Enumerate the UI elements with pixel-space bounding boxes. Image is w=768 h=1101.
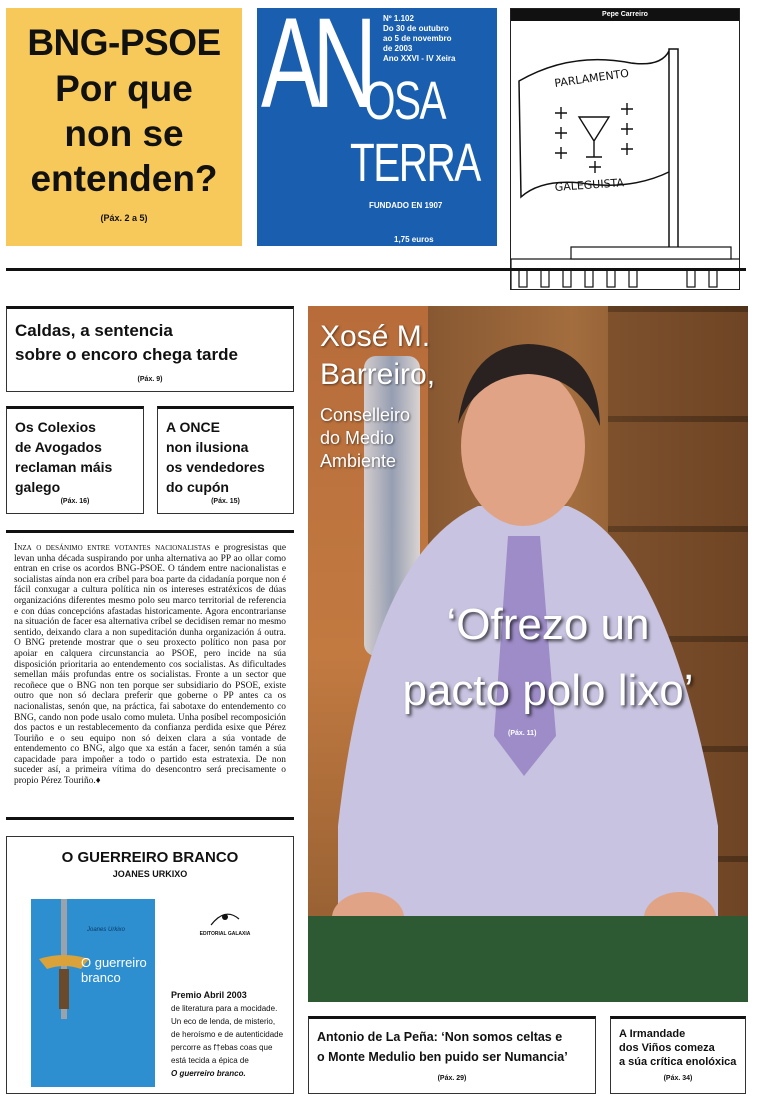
irmandade-line-2: dos Viños comeza (619, 1042, 715, 1054)
headline-line-3: non se (64, 113, 184, 154)
once-title (166, 417, 265, 497)
galaxia-logo-icon (205, 905, 245, 929)
name-line-1: Xosé M. (320, 320, 431, 353)
name-line-2: Barreiro, (320, 358, 436, 391)
flag-text-bottom: GALEGUISTA (554, 176, 625, 194)
book-author: JOANES URKIXO (112, 869, 188, 879)
caldas-teaser[interactable] (6, 306, 294, 392)
role-line-1: Conselleiro (320, 405, 411, 425)
book-title: O GUERREIRO BRANCO (61, 849, 239, 866)
antonio-line-2: o Monte Medulio ben puido ser Numancia’ (317, 1050, 568, 1064)
caldas-title (15, 319, 238, 367)
desk-surface (308, 916, 748, 1002)
once-line-3: os vendedores (166, 459, 265, 475)
issue-dates-2: ao 5 de novembro (383, 34, 452, 43)
book-ad[interactable] (6, 836, 294, 1094)
once-teaser[interactable] (157, 406, 294, 514)
headline-page-ref: (Páx. 2 a 5) (100, 213, 148, 223)
editorial-body: e progresistas que levan unha década suspirando por unha alternativa ao PP ao ollar como entran en crise os acordos BNG-PSOE. O tándem entre nacionalistas e socialistas aínda non era críbel para boa parte da cidadanía porque non é fácil conxugar a cultura política nin os intereses estratéxicos de dúas organizacións diferentes mesmo polo seu marco territorial de referencia e con dúas concepcións afastadas historicamente. Agora encontrarianse na situación de facer esa alternativa críbel se decidisen remar no mesmo sentido, deixando clara a non supeditación dunha organización á outra. O BNG pretende mostrar que o seu proxecto político non pasa por apoiar en calquera circunstancia ao PSOE, pero incide na súa disposición prioritaria ao entendemento cos socialistas. As dificultades semellan máis profundas entre os socialistas. Fronte a un sector que recoñece que o BNG non ten porque ser subsidiario do PSOE, existe outro que non só declara preferir que goberne o PP antes ca os nacionalistas, senón que, na práctica, fai sabotaxe do entendemento co BNG, cando non pode usalo como muleta. Unha posíbel recomposición dos pactos e un restablecemento da confianza perdida esixe que Pérez Touriño e o seu equipo non só deixen clara a súa vontade de entendemento co BNG, algo que xa están a facer, senón tamén a súa capacidade para impoñer a todo o partido esta estratexia. De non suceder así, a primeira vítima do desencontro será precisamente o propio Pérez Touriño.♦ (14, 543, 287, 787)
masthead-title-osa: OSA (364, 71, 446, 131)
book-desc-2: Un eco de lenda, de misterio, (171, 1017, 276, 1026)
quote-line-1: ‘Ofrezo un (446, 600, 650, 649)
book-cover (31, 899, 155, 1087)
colexios-teaser[interactable] (6, 406, 144, 514)
editorial-text (6, 533, 294, 787)
antonio-title (317, 1027, 568, 1067)
top-rule (6, 268, 746, 271)
irmandade-title (619, 1027, 736, 1069)
once-page-ref: (Páx. 15) (211, 498, 240, 505)
once-line-4: do cupón (166, 479, 229, 495)
headline-box[interactable] (6, 8, 242, 246)
cartoon-author: Pepe Carreiro (511, 9, 739, 21)
cover-title (81, 955, 147, 985)
masthead-meta (383, 14, 455, 64)
once-line-2: non ilusiona (166, 439, 249, 455)
quote-line-2: pacto polo lixo’ (402, 666, 694, 715)
role-line-3: Ambiente (320, 451, 397, 471)
caldas-title-line-1: Caldas, a sentencia (15, 321, 173, 340)
irmandade-page-ref: (Páx. 34) (663, 1075, 693, 1082)
caldas-page-ref: (Páx. 9) (137, 376, 163, 383)
headline-line-2: Por que (55, 68, 193, 109)
founded-label: FUNDADO EN 1907 (369, 201, 443, 210)
quote-page-ref: (Páx. 11) (508, 730, 537, 737)
book-desc-1: de literatura para a mocidade. (171, 1004, 278, 1013)
cartoon (510, 8, 740, 290)
flag-text-top: PARLAMENTO (553, 66, 630, 90)
headline-line-4: entenden? (30, 158, 218, 199)
issue-number: Nº 1.102 (383, 14, 414, 23)
publisher-logo (197, 905, 253, 937)
flag-pole (669, 49, 678, 259)
irmandade-line-1: A Irmandade (619, 1028, 686, 1040)
colexios-line-2: de Avogados (15, 439, 102, 455)
colexios-line-3: reclaman máis (15, 459, 113, 475)
interviewee-name (320, 318, 435, 394)
editorial (6, 530, 294, 820)
antonio-line-1: Antonio de La Peña: ‘Non somos celtas e (317, 1030, 563, 1044)
book-desc-5: está tecida a épica de (171, 1056, 249, 1065)
caldas-title-line-2: sobre o encoro chega tarde (15, 345, 238, 364)
cover-author: Joanes Urkixo (87, 927, 126, 933)
headline-line-1: BNG-PSOE (27, 22, 221, 63)
issue-dates-3: de 2003 (383, 44, 413, 53)
masthead-title-an: AN (261, 8, 369, 135)
cover-title-2: branco (81, 970, 121, 985)
irmandade-line-3: a súa crítica enolóxica (619, 1056, 737, 1068)
antonio-teaser[interactable] (308, 1016, 596, 1094)
cover-title-1: O guerreiro (81, 955, 147, 970)
price-label: 1,75 euros (394, 235, 434, 244)
book-desc-4: percorre as f†ebas coas que (171, 1043, 273, 1052)
issue-dates-1: Do 30 de outubro (383, 24, 449, 33)
masthead-title-terra: TERRA (350, 133, 480, 193)
cartoon-drawing (511, 21, 740, 290)
editorial-lead: Inza o desánimo entre votantes nacionalistas (14, 542, 211, 553)
cover-photo[interactable] (308, 306, 748, 1002)
interviewee-role (320, 404, 410, 473)
antonio-page-ref: (Páx. 29) (437, 1075, 467, 1082)
masthead (257, 8, 497, 246)
colexios-line-1: Os Colexios (15, 419, 96, 435)
book-prize: Premio Abril 2003 (171, 990, 247, 1000)
cover-quote (348, 592, 748, 724)
colexios-page-ref: (Páx. 16) (60, 498, 90, 505)
once-line-1: A ONCE (166, 419, 220, 435)
issue-year: Ano XXVI - IV Xeira (383, 54, 456, 63)
irmandade-teaser[interactable] (610, 1016, 746, 1094)
publisher-name: EDITORIAL GALAXIA (199, 931, 251, 937)
book-desc-6: O guerreiro branco. (171, 1069, 246, 1078)
colexios-title (15, 417, 112, 497)
book-desc-3: de heroísmo e de autenticidade (171, 1030, 284, 1039)
book-description (171, 989, 291, 1080)
colexios-line-4: galego (15, 479, 61, 495)
role-line-2: do Medio (320, 428, 395, 448)
